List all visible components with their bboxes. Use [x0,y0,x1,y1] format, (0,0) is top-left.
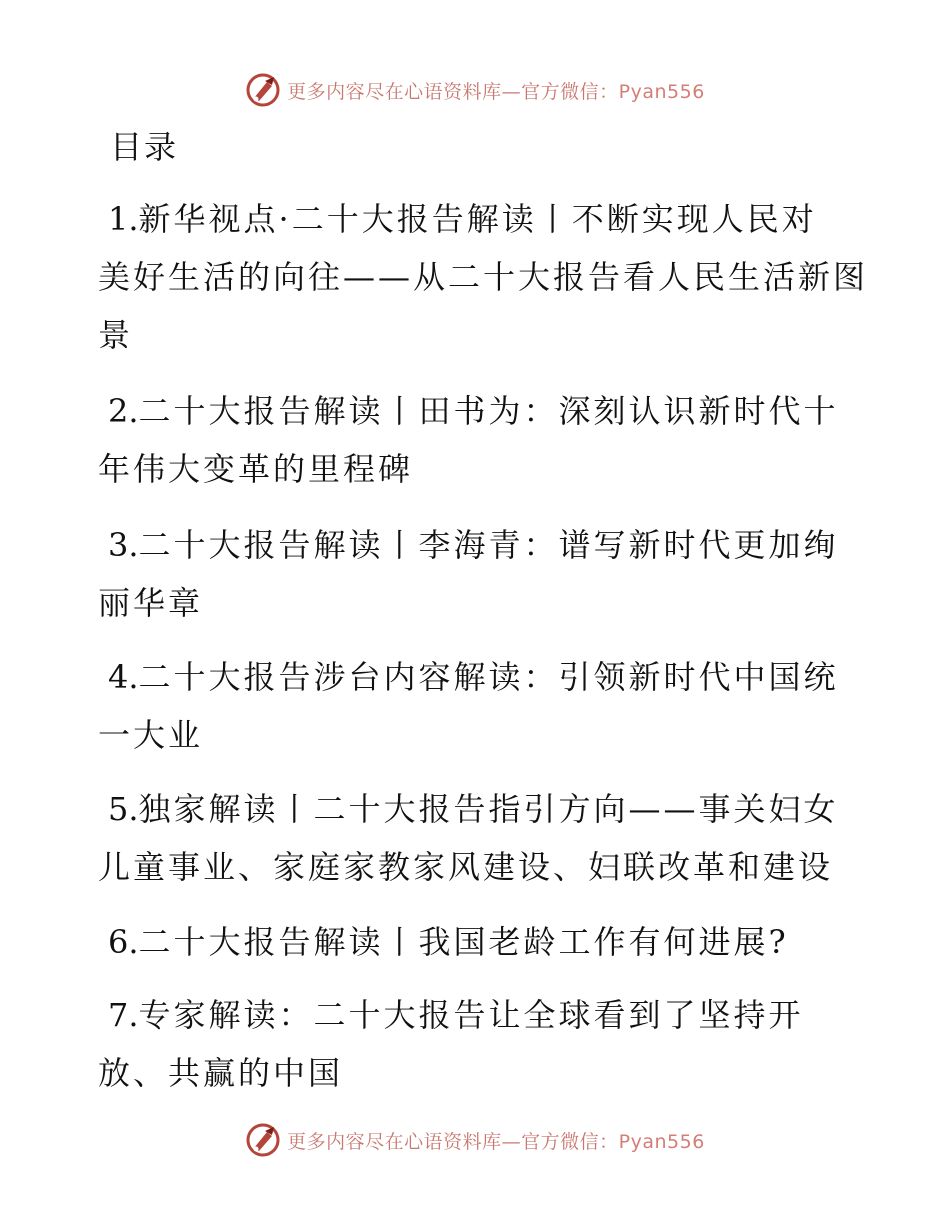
toc-entry-4: 4.二十大报告涉台内容解读：引领新时代中国统 一大业 [98,658,839,754]
toc-entry-5: 5.独家解读丨二十大报告指引方向——事关妇女 儿童事业、家庭家教家风建设、妇联改革和建设 [98,790,839,886]
pen-logo-icon [245,72,281,108]
toc-entry-2: 2.二十大报告解读丨田书为：深刻认识新时代十 年伟大变革的里程碑 [98,392,839,488]
header-watermark-banner [0,70,950,110]
toc-entry-6: 6.二十大报告解读丨我国老龄工作有何进展? [108,923,789,961]
toc-title: 目录 [110,128,179,166]
toc-entry-3: 3.二十大报告解读丨李海青：谱写新时代更加绚 丽华章 [98,526,839,622]
watermark-text: 更多内容尽在心语资料库—官方微信：Pyan556 [287,80,705,103]
footer-watermark-banner [0,1120,950,1160]
toc-entry-7: 7.专家解读：二十大报告让全球看到了坚持开 放、共赢的中国 [98,996,804,1092]
watermark-text: 更多内容尽在心语资料库—官方微信：Pyan556 [287,1130,705,1153]
pen-logo-icon [245,1122,281,1158]
toc-entry-1: 1.新华视点·二十大报告解读丨不断实现人民对 美好生活的向往——从二十大报告看人民生活新图 景 [98,200,869,354]
